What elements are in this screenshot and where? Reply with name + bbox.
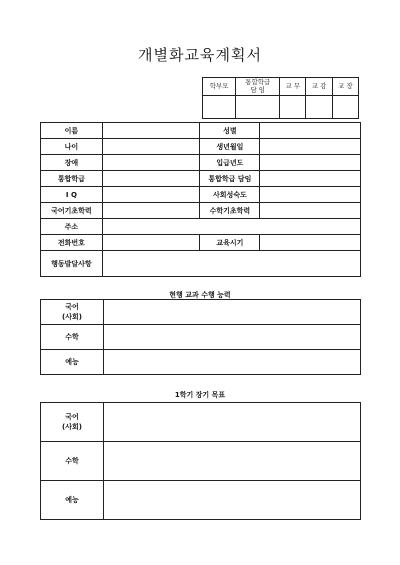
sign-vice-principal[interactable] (306, 96, 332, 119)
field-disability[interactable] (102, 155, 200, 171)
field-iq[interactable] (102, 187, 200, 203)
field-korean-basic[interactable] (102, 203, 200, 219)
ability-section-title: 현행 교과 수행 능력 (169, 291, 231, 299)
label-edu-time: 교육시기 (200, 235, 260, 251)
sign-academic-affairs[interactable] (280, 96, 306, 119)
label-behavior: 행동발달사항 (41, 251, 103, 277)
label-birth: 생년월일 (200, 139, 260, 155)
field-behavior[interactable] (102, 251, 360, 277)
sign-inclusive-teacher[interactable] (236, 96, 280, 119)
label-gender: 성별 (200, 123, 260, 139)
ability-label-math: 수학 (41, 325, 104, 350)
goals-label-korean: 국어 (사회) (41, 403, 104, 442)
sign-principal[interactable] (332, 96, 358, 119)
label-address: 주소 (41, 219, 103, 235)
label-social-maturity: 사회성숙도 (200, 187, 260, 203)
label-entry-year: 입급년도 (200, 155, 260, 171)
approval-parent: 학부모 (203, 78, 236, 96)
ability-field-math[interactable] (104, 325, 361, 350)
field-gender[interactable] (260, 123, 361, 139)
goals-label-arts: 예능 (41, 481, 104, 520)
document-title: 개별화교육계획서 (138, 46, 262, 64)
label-inclusive-teacher: 통합학급 담임 (200, 171, 260, 187)
sign-parent[interactable] (203, 96, 236, 119)
ability-label-korean: 국어 (사회) (41, 300, 104, 325)
field-inclusive-teacher[interactable] (260, 171, 361, 187)
student-info-table (40, 122, 361, 277)
label-phone: 전화번호 (41, 235, 103, 251)
label-math-basic: 수학기초학력 (200, 203, 260, 219)
approval-principal: 교 장 (332, 78, 358, 96)
field-edu-time[interactable] (260, 235, 361, 251)
field-inclusive-class[interactable] (102, 171, 200, 187)
field-math-basic[interactable] (260, 203, 361, 219)
goals-field-math[interactable] (104, 442, 361, 481)
field-phone[interactable] (102, 235, 200, 251)
field-social-maturity[interactable] (260, 187, 361, 203)
ability-label-arts: 예능 (41, 350, 104, 375)
label-inclusive-class: 통합학급 (41, 171, 103, 187)
field-birth[interactable] (260, 139, 361, 155)
label-disability: 장애 (41, 155, 103, 171)
ability-table (40, 299, 361, 375)
approval-academic-affairs: 교 무 (280, 78, 306, 96)
field-address[interactable] (102, 219, 360, 235)
approval-vice-principal: 교 감 (306, 78, 332, 96)
ability-field-arts[interactable] (104, 350, 361, 375)
field-age[interactable] (102, 139, 200, 155)
goals-table (40, 402, 361, 520)
field-name[interactable] (102, 123, 200, 139)
goals-section-title: 1학기 장기 목표 (174, 391, 226, 399)
label-korean-basic: 국어기초학력 (41, 203, 103, 219)
label-iq: I Q (41, 187, 103, 203)
label-age: 나이 (41, 139, 103, 155)
goals-field-korean[interactable] (104, 403, 361, 442)
goals-label-math: 수학 (41, 442, 104, 481)
field-entry-year[interactable] (260, 155, 361, 171)
approval-inclusive-teacher: 통합학급 담 임 (236, 78, 280, 96)
goals-field-arts[interactable] (104, 481, 361, 520)
ability-field-korean[interactable] (104, 300, 361, 325)
approval-table (202, 77, 359, 119)
label-name: 이름 (41, 123, 103, 139)
